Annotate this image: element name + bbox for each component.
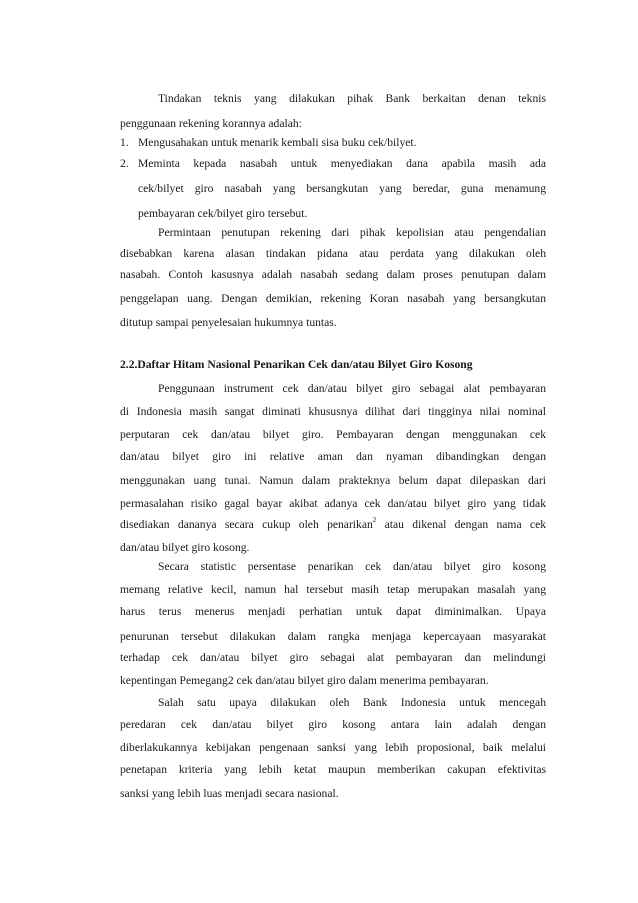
text-line: sanksi yang lebih luas menjadi secara nasional. [120, 787, 339, 800]
text-fragment: atau dikenal dengan nama cek [384, 518, 547, 531]
section-heading: 2.2.Daftar Hitam Nasional Penarikan Cek dan/atau Bilyet Giro Kosong [120, 358, 473, 371]
text-line: Permintaan penutupan rekening dari pihak kepolisian atau pengendalian [158, 226, 546, 239]
text-line: perputaran cek dan/atau bilyet giro. Pembayaran dengan menggunakan cek [120, 428, 546, 441]
text-line: permasalahan risiko gagal bayar akibat adanya cek dan/atau bilyet giro yang tidak [120, 497, 546, 510]
text-line: Penggunaan instrument cek dan/atau bilyet giro sebagai alat pembayaran [158, 382, 546, 395]
text-line: Tindakan teknis yang dilakukan pihak Bank berkaitan denan teknis [158, 92, 546, 105]
text-line: dan/atau bilyet giro kosong. [120, 541, 250, 554]
list-number: 2. [120, 157, 129, 170]
text-line: nasabah. Contoh kasusnya adalah nasabah sedang dalam proses penutupan dalam [120, 268, 546, 281]
list-number: 1. [120, 136, 129, 149]
text-line: memang relative kecil, namun hal tersebut masih tetap merupakan masalah yang [120, 583, 546, 596]
text-fragment: disediakan dananya secara cukup oleh penarikan [120, 518, 373, 531]
text-line: peredaran cek dan/atau bilyet giro kosong antara lain adalah dengan [120, 718, 546, 731]
text-line: penurunan tersebut dilakukan dalam rangka menjaga kepercayaan masyarakat [120, 630, 546, 643]
text-line: ditutup sampai penyelesaian hukumnya tuntas. [120, 316, 337, 329]
footnote-reference: 2 [372, 516, 377, 525]
text-line: harus terus menerus menjadi perhatian untuk dapat diminimalkan. Upaya [120, 605, 546, 618]
text-line: penggelapan uang. Dengan demikian, rekening Koran nasabah yang bersangkutan [120, 292, 546, 305]
list-item-text: cek/bilyet giro nasabah yang bersangkutan yang beredar, guna menamung [138, 182, 546, 195]
list-item-text: Mengusahakan untuk menarik kembali sisa buku cek/bilyet. [138, 136, 417, 149]
text-line: di Indonesia masih sangat diminati khususnya dilihat dari tingginya nilai nominal [120, 405, 546, 418]
text-line: kepentingan Pemegang2 cek dan/atau bilyet giro dalam menerima pembayaran. [120, 674, 489, 687]
text-line: penetapan kriteria yang lebih ketat maupun memberikan cakupan efektivitas [120, 763, 546, 776]
list-item-text: pembayaran cek/bilyet giro tersebut. [138, 207, 308, 220]
text-line: disebabkan karena alasan tindakan pidana atau perdata yang dilakukan oleh [120, 247, 546, 260]
text-line: terhadap cek dan/atau bilyet giro sebagai alat pembayaran dan melindungi [120, 651, 546, 664]
list-item-text: Meminta kepada nasabah untuk menyediakan dana apabila masih ada [138, 157, 546, 170]
text-line: diberlakukannya kebijakan pengenaan sanksi yang lebih proposional, baik melalui [120, 741, 546, 754]
text-line: menggunakan uang tunai. Namun dalam prakteknya belum dapat dilepaskan dari [120, 474, 546, 487]
text-line: Salah satu upaya dilakukan oleh Bank Indonesia untuk mencegah [158, 696, 546, 709]
text-line: penggunaan rekening korannya adalah: [120, 117, 302, 130]
text-line: Secara statistic persentase penarikan cek dan/atau bilyet giro kosong [158, 560, 546, 573]
text-line: dan/atau bilyet giro ini relative aman dan nyaman dibandingkan dengan [120, 450, 546, 463]
text-line [120, 518, 546, 532]
